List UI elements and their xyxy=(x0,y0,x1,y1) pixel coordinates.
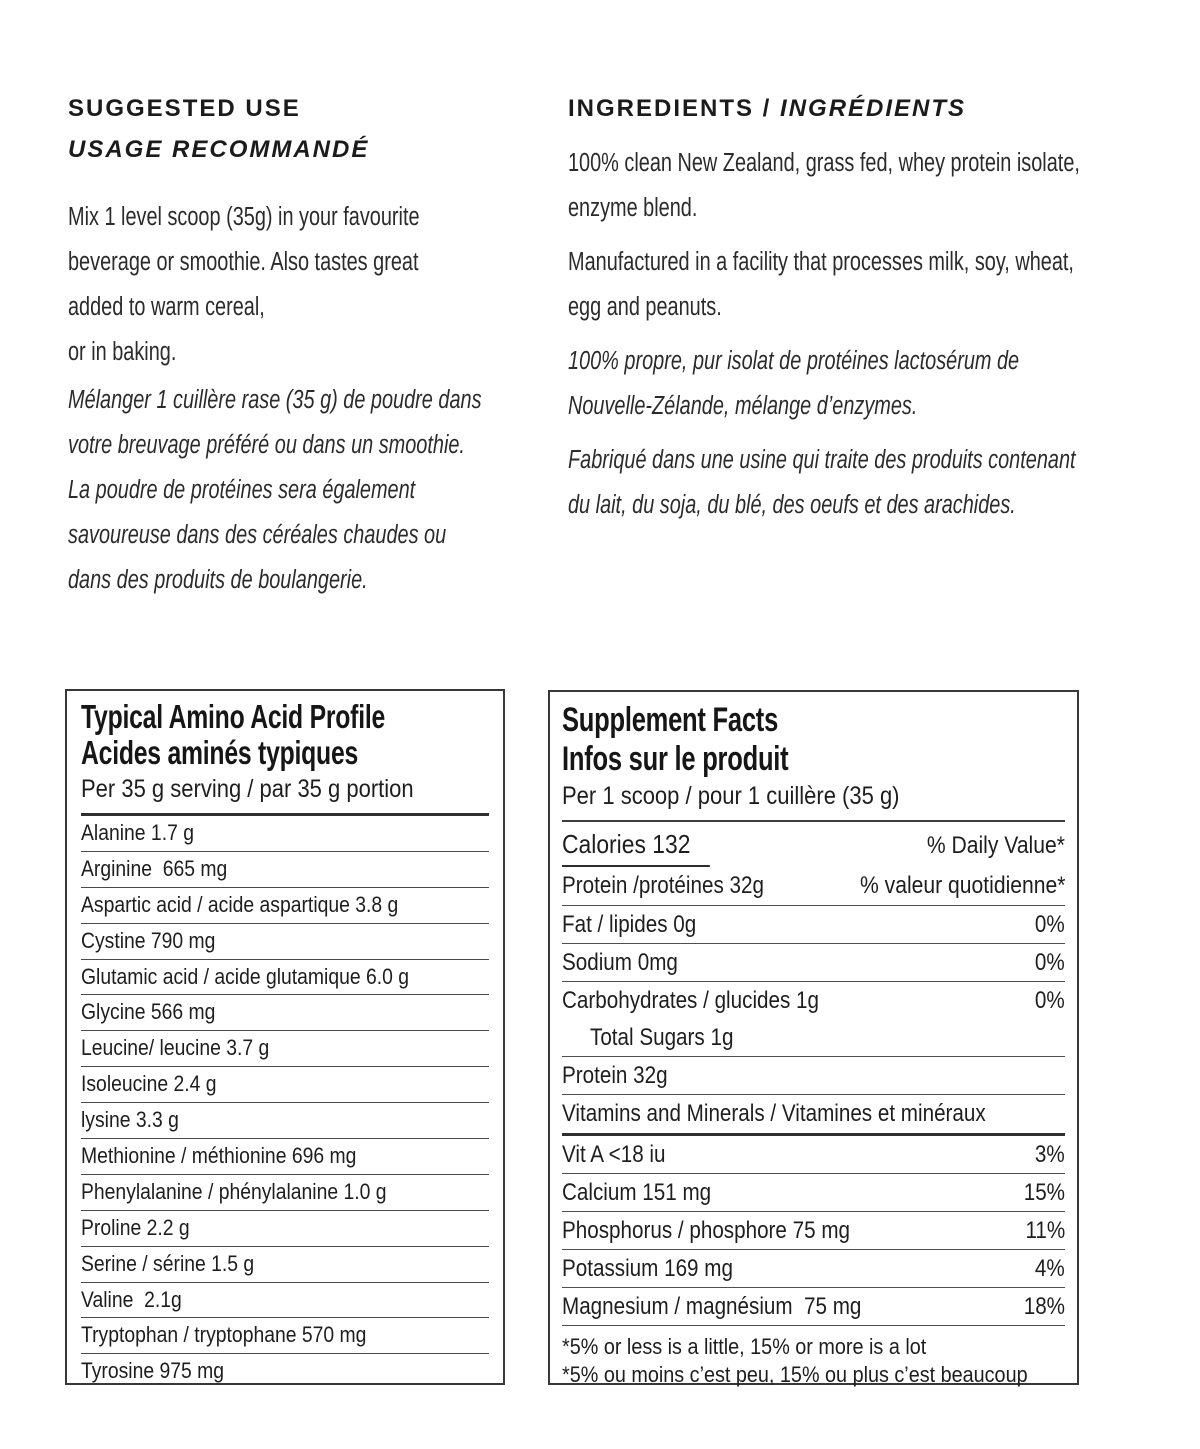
amino-row: Isoleucine 2.4 g xyxy=(81,1067,489,1103)
ingredients-paragraph-en-1 xyxy=(568,141,1080,231)
ingredients-body xyxy=(568,141,1080,528)
suggested-use-section xyxy=(68,94,548,603)
amino-acid-profile-box xyxy=(65,689,505,1385)
body-line: Fabriqué dans une usine qui traite des produits contenant xyxy=(568,446,1076,474)
body-line: du lait, du soja, du blé, des oeufs et des arachides. xyxy=(568,491,1016,519)
footnote-fr: *5% ou moins c’est peu, 15% ou plus c’est beaucoup xyxy=(562,1362,1028,1387)
body-line: 100% propre, pur isolat de protéines lactosérum de xyxy=(568,347,1020,375)
calories-row xyxy=(562,822,1065,869)
ingredients-title xyxy=(568,94,1188,124)
body-line: Manufactured in a facility that processes milk, soy, wheat, xyxy=(568,248,1074,276)
daily-value-heading-en: % Daily Value* xyxy=(926,832,1065,859)
vitamin-row-potassium: Potassium 169 mg 4% xyxy=(562,1250,1065,1288)
suggested-use-body-fr xyxy=(68,378,482,603)
supplement-facts-title-en: Supplement Facts xyxy=(562,701,779,739)
body-line: Mélanger 1 cuillère rase (35 g) de poudre dans xyxy=(68,386,482,414)
body-line: La poudre de protéines sera également xyxy=(68,476,416,504)
vitamin-row-phosphorus: Phosphorus / phosphore 75 mg 11% xyxy=(562,1212,1065,1250)
amino-serving-size: Per 35 g serving / par 35 g portion xyxy=(81,775,489,816)
body-line: or in baking. xyxy=(68,338,177,366)
body-line: Nouvelle-Zélande, mélange d’enzymes. xyxy=(568,392,918,420)
amino-title-en: Typical Amino Acid Profile xyxy=(81,698,386,735)
supplement-serving-size: Per 1 scoop / pour 1 cuillère (35 g) xyxy=(562,782,1065,822)
amino-row: Aspartic acid / acide aspartique 3.8 g xyxy=(81,888,489,924)
body-line: 100% clean New Zealand, grass fed, whey protein isolate, xyxy=(568,149,1080,177)
amino-row: Serine / sérine 1.5 g xyxy=(81,1247,489,1283)
amino-row: Phenylalanine / phénylalanine 1.0 g xyxy=(81,1175,489,1211)
suggested-use-title-en: SUGGESTED USE xyxy=(68,95,301,122)
amino-row: Tryptophan / tryptophane 570 mg xyxy=(81,1318,489,1354)
amino-row: lysine 3.3 g xyxy=(81,1103,489,1139)
ingredients-paragraph-fr-2 xyxy=(568,438,1076,528)
calories-value: Calories 132 xyxy=(562,829,710,867)
protein-header-label: Protein /protéines 32g xyxy=(562,872,764,899)
body-line: enzyme blend. xyxy=(568,194,698,222)
ingredients-title-separator: / xyxy=(754,95,781,122)
supplement-facts-title-fr: Infos sur le produit xyxy=(562,740,789,778)
vitamin-row-vit-a: Vit A <18 iu 3% xyxy=(562,1136,1065,1174)
footnote-en: *5% or less is a little, 15% or more is a lot xyxy=(562,1334,927,1359)
amino-row: Valine 2.1g xyxy=(81,1283,489,1319)
amino-row: Glycine 566 mg xyxy=(81,995,489,1031)
ingredients-title-en: INGREDIENTS xyxy=(568,95,755,122)
supplement-facts-box xyxy=(548,690,1079,1385)
body-line: dans des produits de boulangerie. xyxy=(68,566,368,594)
vitamins-minerals-header: Vitamins and Minerals / Vitamines et minéraux xyxy=(562,1095,1065,1136)
ingredients-paragraph-fr-1 xyxy=(568,339,1052,429)
nutrient-row-carbohydrates: Carbohydrates / glucides 1g 0% xyxy=(562,987,1065,1014)
amino-row: Cystine 790 mg xyxy=(81,924,489,960)
daily-value-footnote xyxy=(562,1333,1065,1389)
nutrient-row-protein: Protein 32g xyxy=(562,1057,1065,1095)
amino-row: Alanine 1.7 g xyxy=(81,816,489,852)
amino-row: Tyrosine 975 mg xyxy=(81,1358,225,1384)
ingredients-title-fr: INGRÉDIENTS xyxy=(780,95,967,122)
vitamin-row-calcium: Calcium 151 mg 15% xyxy=(562,1174,1065,1212)
nutrient-row-sodium: Sodium 0mg 0% xyxy=(562,944,1065,982)
amino-title-fr: Acides aminés typiques xyxy=(81,734,359,771)
amino-row: Methionine / méthionine 696 mg xyxy=(81,1139,489,1175)
nutrient-row-total-sugars: Total Sugars 1g xyxy=(562,1019,1065,1057)
body-line: votre breuvage préféré ou dans un smoothie. xyxy=(68,431,465,459)
daily-value-heading-fr: % valeur quotidienne* xyxy=(859,872,1065,899)
ingredients-paragraph-en-2 xyxy=(568,240,1074,330)
nutrient-row-fat: Fat / lipides 0g 0% xyxy=(562,906,1065,944)
body-line: savoureuse dans des céréales chaudes ou xyxy=(68,521,447,549)
amino-row: Arginine 665 mg xyxy=(81,852,489,888)
amino-row: Leucine/ leucine 3.7 g xyxy=(81,1031,489,1067)
body-line: egg and peanuts. xyxy=(568,293,722,321)
ingredients-section xyxy=(568,94,1188,537)
suggested-use-title-fr: USAGE RECOMMANDÉ xyxy=(68,136,370,163)
body-line: Mix 1 level scoop (35g) in your favourite xyxy=(68,203,420,231)
amino-row: Proline 2.2 g xyxy=(81,1211,489,1247)
vitamin-row-magnesium: Magnesium / magnésium 75 mg 18% xyxy=(562,1288,1065,1326)
suggested-use-body-en xyxy=(68,195,442,375)
body-line: beverage or smoothie. Also tastes great xyxy=(68,248,419,276)
protein-header-row xyxy=(562,869,1065,906)
amino-row: Glutamic acid / acide glutamique 6.0 g xyxy=(81,960,489,996)
body-line: added to warm cereal, xyxy=(68,293,265,321)
